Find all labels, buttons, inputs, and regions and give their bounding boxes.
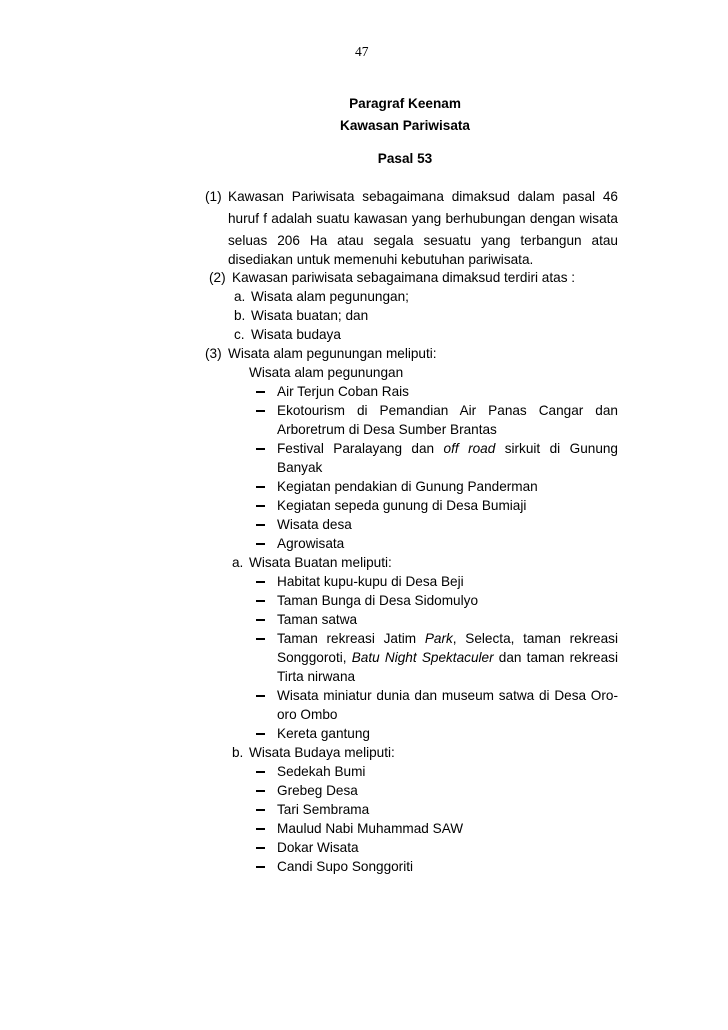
list-item [277,439,618,458]
dash-bullet-icon [256,543,265,545]
dash-bullet-icon [256,638,265,640]
list-item: Taman satwa [277,612,358,627]
dash-bullet-icon [256,809,265,811]
subsection-title: Wisata alam pegunungan [249,365,404,380]
item-2-number: (2) [209,270,226,285]
text-run: sirkuit di Gunung [495,441,618,456]
list-item-cont: Banyak [277,460,323,475]
list-letter: a. [234,289,246,304]
dash-bullet-icon [256,600,265,602]
list-item: Kegiatan sepeda gunung di Desa Bumiaji [277,498,527,513]
list-item: Tari Sembrama [277,802,370,817]
dash-bullet-icon [256,581,265,583]
dash-bullet-icon [256,391,265,393]
dash-bullet-icon [256,733,265,735]
text-run: Songgoroti, [277,650,352,665]
list-item: Wisata alam pegunungan; [251,289,409,304]
list-item: Agrowisata [277,536,345,551]
item-3-number: (3) [205,346,222,361]
page-number: 47 [355,44,369,59]
dash-bullet-icon [256,790,265,792]
item-2-text: Kawasan pariwisata sebagaimana dimaksud terdiri atas : [232,270,576,285]
item-3-text: Wisata alam pegunungan meliputi: [228,346,437,361]
list-item: Wisata budaya [251,327,341,342]
list-item: Candi Supo Songgoriti [277,859,414,874]
dash-bullet-icon [256,847,265,849]
list-item: Taman Bunga di Desa Sidomulyo [277,593,478,608]
section-title: Kawasan Pariwisata [340,118,470,133]
list-item: Kegiatan pendakian di Gunung Panderman [277,479,538,494]
text-run: Festival Paralayang dan [277,441,444,456]
list-item-cont: Arboretrum di Desa Sumber Brantas [277,422,497,437]
list-letter: b. [234,308,246,323]
list-item: Wisata desa [277,517,352,532]
list-item: Air Terjun Coban Rais [277,384,409,399]
list-item: Wisata miniatur dunia dan museum satwa di Desa Oro- [277,688,618,703]
dash-bullet-icon [256,866,265,868]
italic-text: Park [424,631,453,646]
list-letter: c. [234,327,245,342]
list-item: Sedekah Bumi [277,764,366,779]
list-item: Wisata buatan; dan [251,308,369,323]
list-item: Dokar Wisata [277,840,359,855]
dash-bullet-icon [256,448,265,450]
list-item-cont [277,648,618,667]
list-letter: b. [232,745,244,760]
list-item: Maulud Nabi Muhammad SAW [277,821,464,836]
section-paragraf: Paragraf Keenam [349,96,461,111]
text-run: dan taman rekreasi [493,650,618,665]
text-run: , Selecta, taman rekreasi [452,631,618,646]
item-1-line: disediakan untuk memenuhi kebutuhan pariwisata. [228,252,534,267]
list-letter: a. [232,555,244,570]
item-1-line: seluas 206 Ha atau segala sesuatu yang terbangun atau [228,233,618,248]
dash-bullet-icon [256,695,265,697]
subsection-title: Wisata Budaya meliputi: [249,745,395,760]
italic-text: off road [443,441,496,456]
dash-bullet-icon [256,410,265,412]
dash-bullet-icon [256,828,265,830]
list-item: Kereta gantung [277,726,370,741]
item-1-line: Kawasan Pariwisata sebagaimana dimaksud dalam pasal 46 [228,189,618,204]
item-1-number: (1) [205,189,222,204]
subsection-title: Wisata Buatan meliputi: [249,555,392,570]
text-run: Taman rekreasi Jatim [277,631,425,646]
list-item: Habitat kupu-kupu di Desa Beji [277,574,464,589]
dash-bullet-icon [256,619,265,621]
list-item [277,629,618,648]
list-item-cont: oro Ombo [277,707,338,722]
article-title: Pasal 53 [377,151,433,166]
item-1-line: huruf f adalah suatu kawasan yang berhubungan dengan wisata [228,211,618,226]
list-item: Ekotourism di Pemandian Air Panas Cangar dan [277,403,618,418]
italic-text: Batu Night Spektaculer [351,650,494,665]
list-item: Grebeg Desa [277,783,358,798]
dash-bullet-icon [256,486,265,488]
dash-bullet-icon [256,771,265,773]
dash-bullet-icon [256,524,265,526]
dash-bullet-icon [256,505,265,507]
list-item-cont: Tirta nirwana [277,669,356,684]
